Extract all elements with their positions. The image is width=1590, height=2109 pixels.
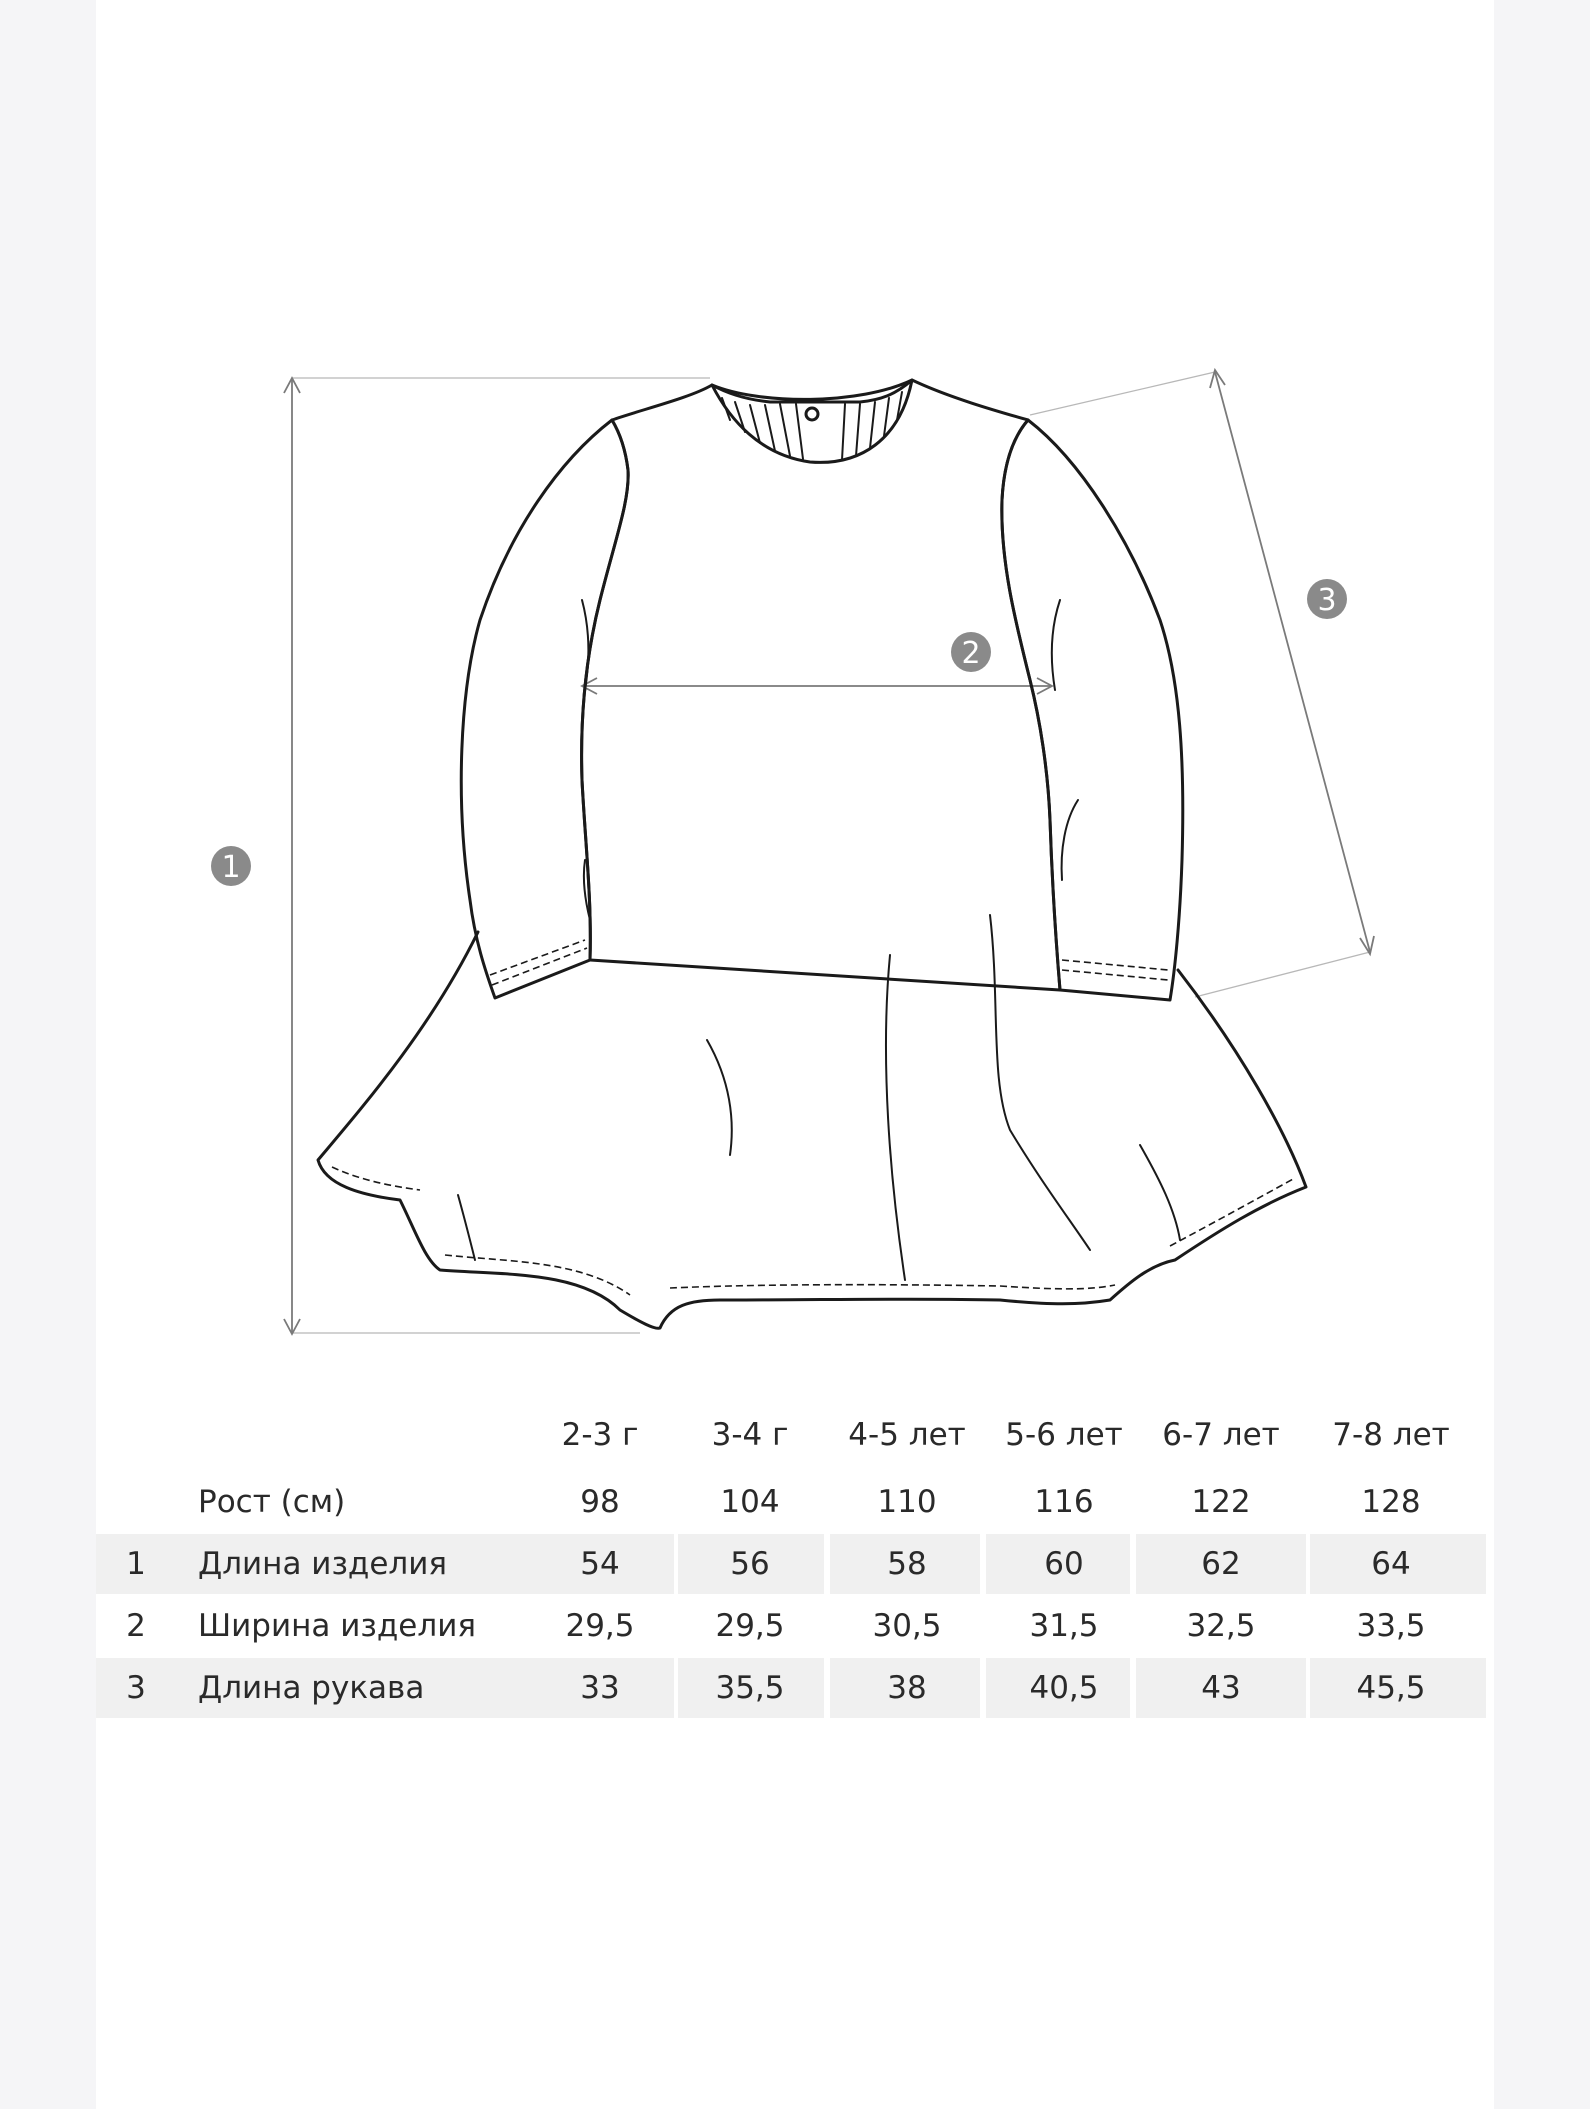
extension-lines bbox=[292, 372, 1370, 1333]
table-cell: 62 bbox=[1201, 1546, 1241, 1582]
length-dimension-arrow bbox=[284, 378, 300, 1334]
table-cell: 35,5 bbox=[715, 1670, 785, 1706]
right-sleeve bbox=[1002, 420, 1183, 1000]
dress-skirt bbox=[318, 932, 1306, 1328]
table-cell: 64 bbox=[1371, 1546, 1411, 1582]
size-header-cell: 4-5 лет bbox=[848, 1417, 966, 1453]
svg-text:1: 1 bbox=[221, 850, 241, 885]
table-cell: 54 bbox=[580, 1546, 620, 1582]
table-cell: 30,5 bbox=[872, 1608, 942, 1644]
table-cell: 29,5 bbox=[715, 1608, 785, 1644]
sleeve-row bbox=[96, 1658, 1486, 1718]
table-cell: 58 bbox=[887, 1546, 927, 1582]
table-cell: 98 bbox=[580, 1484, 620, 1520]
row-number: 1 bbox=[126, 1546, 146, 1582]
size-header-row bbox=[96, 1400, 1486, 1470]
size-header-cell: 2-3 г bbox=[561, 1417, 639, 1453]
row-number: 2 bbox=[126, 1608, 146, 1644]
left-sleeve bbox=[461, 420, 628, 998]
row-label: Длина рукава bbox=[198, 1670, 425, 1706]
row-label: Рост (см) bbox=[198, 1484, 346, 1520]
size-header-cell: 5-6 лет bbox=[1005, 1417, 1123, 1453]
table-cell: 31,5 bbox=[1029, 1608, 1099, 1644]
table-cell: 29,5 bbox=[565, 1608, 635, 1644]
badge-sleeve bbox=[1307, 579, 1347, 619]
table-cell: 38 bbox=[887, 1670, 927, 1706]
dress-bodice bbox=[582, 380, 1060, 990]
svg-text:3: 3 bbox=[1317, 583, 1337, 618]
width-dimension-arrow bbox=[582, 678, 1052, 694]
table-cell: 60 bbox=[1044, 1546, 1084, 1582]
table-cell: 128 bbox=[1361, 1484, 1421, 1520]
badge-width bbox=[951, 632, 991, 672]
size-chart-table bbox=[96, 1400, 1486, 1720]
svg-text:2: 2 bbox=[961, 636, 981, 671]
length-row bbox=[96, 1534, 1486, 1594]
size-header-cell: 7-8 лет bbox=[1332, 1417, 1450, 1453]
table-cell: 116 bbox=[1034, 1484, 1094, 1520]
badge-length bbox=[211, 846, 251, 886]
button-detail bbox=[806, 408, 818, 420]
size-header-cell: 3-4 г bbox=[711, 1417, 789, 1453]
table-cell: 122 bbox=[1191, 1484, 1251, 1520]
table-cell: 32,5 bbox=[1186, 1608, 1256, 1644]
width-row bbox=[96, 1596, 1486, 1656]
table-cell: 43 bbox=[1201, 1670, 1241, 1706]
table-cell: 33 bbox=[580, 1670, 620, 1706]
table-cell: 56 bbox=[730, 1546, 770, 1582]
row-label: Длина изделия bbox=[198, 1546, 448, 1582]
height-row bbox=[96, 1472, 1486, 1532]
row-label: Ширина изделия bbox=[198, 1608, 476, 1644]
table-cell: 110 bbox=[877, 1484, 937, 1520]
table-cell: 40,5 bbox=[1029, 1670, 1099, 1706]
row-number: 3 bbox=[126, 1670, 146, 1706]
size-header-cell: 6-7 лет bbox=[1162, 1417, 1280, 1453]
table-cell: 33,5 bbox=[1356, 1608, 1426, 1644]
sleeve-dimension-arrow bbox=[1210, 370, 1374, 954]
table-cell: 45,5 bbox=[1356, 1670, 1426, 1706]
table-cell: 104 bbox=[720, 1484, 780, 1520]
